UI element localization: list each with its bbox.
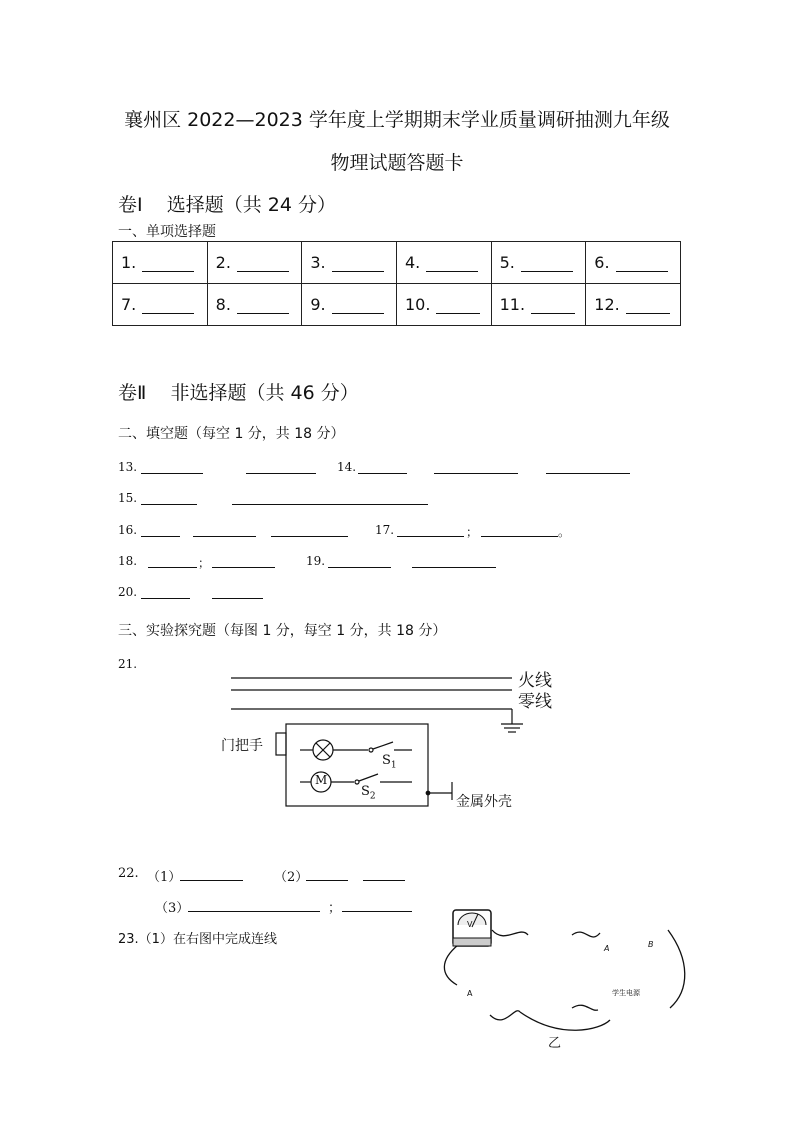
switch1-subscript: 1 — [390, 760, 397, 771]
q22-part3: （3） — [155, 901, 190, 916]
connecting-wire[interactable] — [490, 1011, 520, 1020]
q18-number: 18. — [118, 554, 138, 568]
metal-shell-label: 金属外壳 — [456, 794, 512, 810]
title-line-2: 物理试题答题卡 — [330, 152, 464, 174]
connecting-wire[interactable] — [572, 932, 600, 937]
part1-subheading: 一、单项选择题 — [118, 224, 216, 240]
connecting-wire[interactable] — [520, 1012, 610, 1030]
rheostat-b-label: B — [648, 940, 654, 949]
question-number: 7. — [121, 295, 137, 314]
fill-heading: 二、填空题（每空 1 分，共 18 分） — [118, 426, 345, 442]
voltmeter-label: V — [467, 920, 473, 929]
connecting-wire[interactable] — [572, 1005, 598, 1010]
neutral-wire-label: 零线 — [518, 692, 552, 712]
switch2-subscript: 2 — [369, 791, 376, 802]
question-number: 1. — [121, 253, 137, 272]
question-number: 9. — [310, 295, 326, 314]
question-number: 4. — [404, 253, 421, 272]
q21-number: 21. — [118, 657, 138, 671]
door-handle-label: 门把手 — [221, 738, 263, 754]
part2-heading: 卷Ⅱ 非选择题（共 46 分） — [118, 382, 359, 404]
power-supply-label: 学生电源 — [612, 989, 640, 997]
question-number: 10. — [404, 295, 431, 314]
connecting-wire[interactable] — [492, 930, 528, 936]
q15-number: 15. — [118, 491, 138, 505]
part1-heading: 卷Ⅰ 选择题（共 24 分） — [118, 194, 337, 216]
q16-number: 16. — [118, 523, 138, 537]
q23-instruction: 23.（1）在右图中完成连线 — [118, 932, 277, 947]
question-number: 6. — [594, 253, 610, 272]
figure-label: 乙 — [548, 1036, 562, 1051]
q22-separator: ； — [328, 901, 342, 916]
q17-end: 。 — [558, 525, 571, 539]
q14-number: 14. — [337, 460, 357, 474]
live-wire-label: 火线 — [518, 671, 552, 691]
experiment-heading: 三、实验探究题（每图 1 分，每空 1 分，共 18 分） — [118, 623, 447, 639]
connecting-wire[interactable] — [668, 930, 685, 1008]
question-number: 12. — [594, 295, 620, 314]
switch2-letter: S — [361, 784, 370, 799]
question-number: 11. — [499, 295, 526, 314]
q22-part1: （1） — [147, 870, 182, 885]
switch1-letter: S — [382, 753, 391, 768]
q17-separator: ； — [466, 525, 479, 539]
q22-number: 22. — [118, 866, 139, 881]
question-number: 5. — [499, 253, 515, 272]
q17-number: 17. — [375, 523, 395, 537]
motor-label: M — [315, 773, 328, 787]
q18-separator: ； — [198, 556, 211, 570]
q20-number: 20. — [118, 585, 138, 599]
question-number: 8. — [215, 295, 231, 314]
question-number: 2. — [215, 253, 231, 272]
question-number: 3. — [310, 253, 326, 272]
title-line-1: 襄州区 2022—2023 学年度上学期期末学业质量调研抽测九年级 — [124, 109, 670, 131]
q19-number: 19. — [306, 554, 326, 568]
rheostat-a-label: A — [604, 944, 610, 953]
connecting-wire[interactable] — [444, 945, 458, 985]
q22-part2: （2） — [274, 870, 309, 885]
ammeter-label: A — [467, 989, 473, 998]
q13-number: 13. — [118, 460, 138, 474]
